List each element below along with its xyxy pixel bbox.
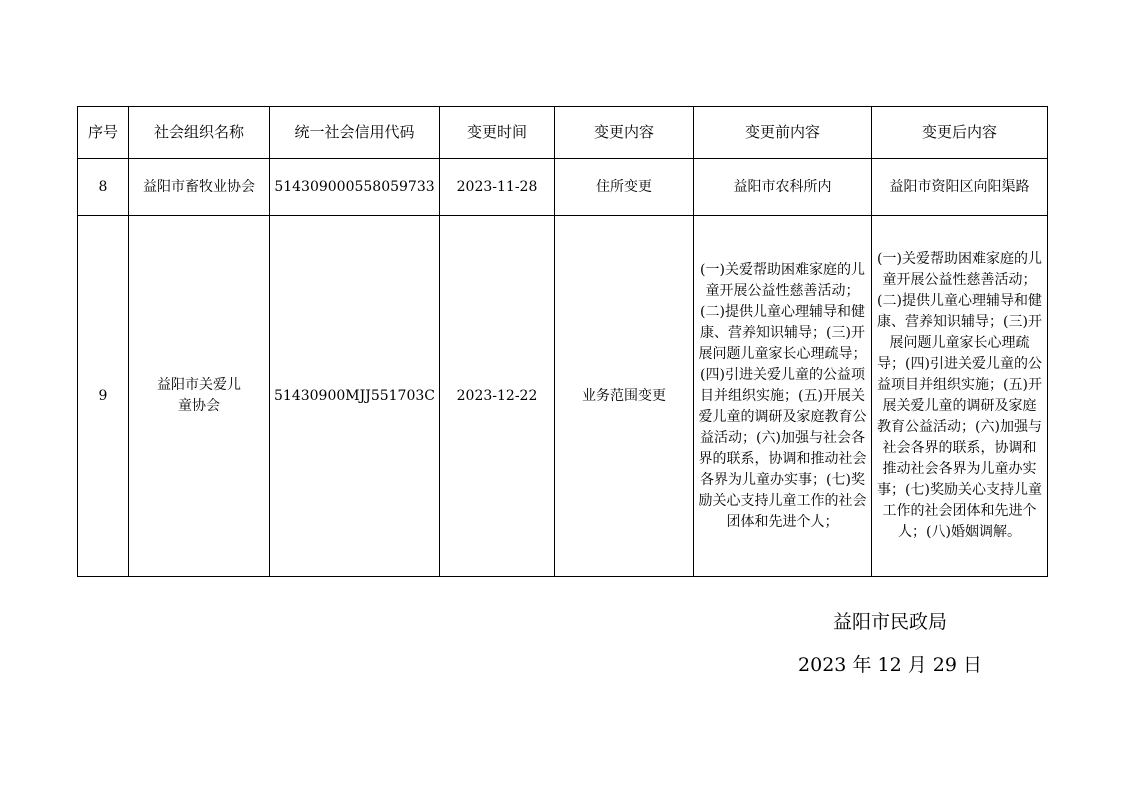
cell-index: 9 [78, 216, 129, 577]
table-header-row [78, 107, 1048, 159]
signature-date: 2023 年 12 月 29 日 [798, 654, 982, 676]
signature-organization: 益阳市民政局 [832, 611, 947, 633]
header-org-name: 社会组织名称 [129, 107, 270, 159]
change-record-table [77, 106, 1048, 577]
cell-before: 益阳市农科所内 [694, 159, 872, 216]
cell-before: (一)关爱帮助困难家庭的儿童开展公益性慈善活动；(二)提供儿童心理辅导和健康、营养知识辅导；(三)开展问题儿童家长心理疏导；(四)引进关爱儿童的公益项目并组织实施；(五)开展关爱儿童的调研及家庭教育公益活动；(六)加强与社会各界的联系，协调和推动社会各界为儿童办实事；(七)奖励关心支持儿童工作的社会团体和先进个人； [694, 216, 872, 577]
cell-change-type: 住所变更 [555, 159, 694, 216]
table-row [78, 216, 1048, 577]
cell-credit-code: 514309000558059733 [270, 159, 440, 216]
cell-change-type: 业务范围变更 [555, 216, 694, 577]
header-index: 序号 [78, 107, 129, 159]
header-before: 变更前内容 [694, 107, 872, 159]
cell-change-date: 2023-12-22 [440, 216, 555, 577]
cell-index: 8 [78, 159, 129, 216]
cell-after: 益阳市资阳区向阳渠路 [872, 159, 1048, 216]
cell-change-date: 2023-11-28 [440, 159, 555, 216]
header-change-type: 变更内容 [555, 107, 694, 159]
cell-org-name: 益阳市关爱儿童协会 [129, 216, 270, 577]
header-after: 变更后内容 [872, 107, 1048, 159]
header-change-date: 变更时间 [440, 107, 555, 159]
table-row [78, 159, 1048, 216]
header-credit-code: 统一社会信用代码 [270, 107, 440, 159]
cell-after: (一)关爱帮助困难家庭的儿童开展公益性慈善活动；(二)提供儿童心理辅导和健康、营养知识辅导；(三)开展问题儿童家长心理疏导；(四)引进关爱儿童的公益项目并组织实施；(五)开展关爱儿童的调研及家庭教育公益活动；(六)加强与社会各界的联系，协调和推动社会各界为儿童办实事；(七)奖励关心支持儿童工作的社会团体和先进个人；(八)婚姻调解。 [872, 216, 1048, 577]
cell-org-name: 益阳市畜牧业协会 [129, 159, 270, 216]
cell-credit-code: 51430900MJJ551703C [270, 216, 440, 577]
